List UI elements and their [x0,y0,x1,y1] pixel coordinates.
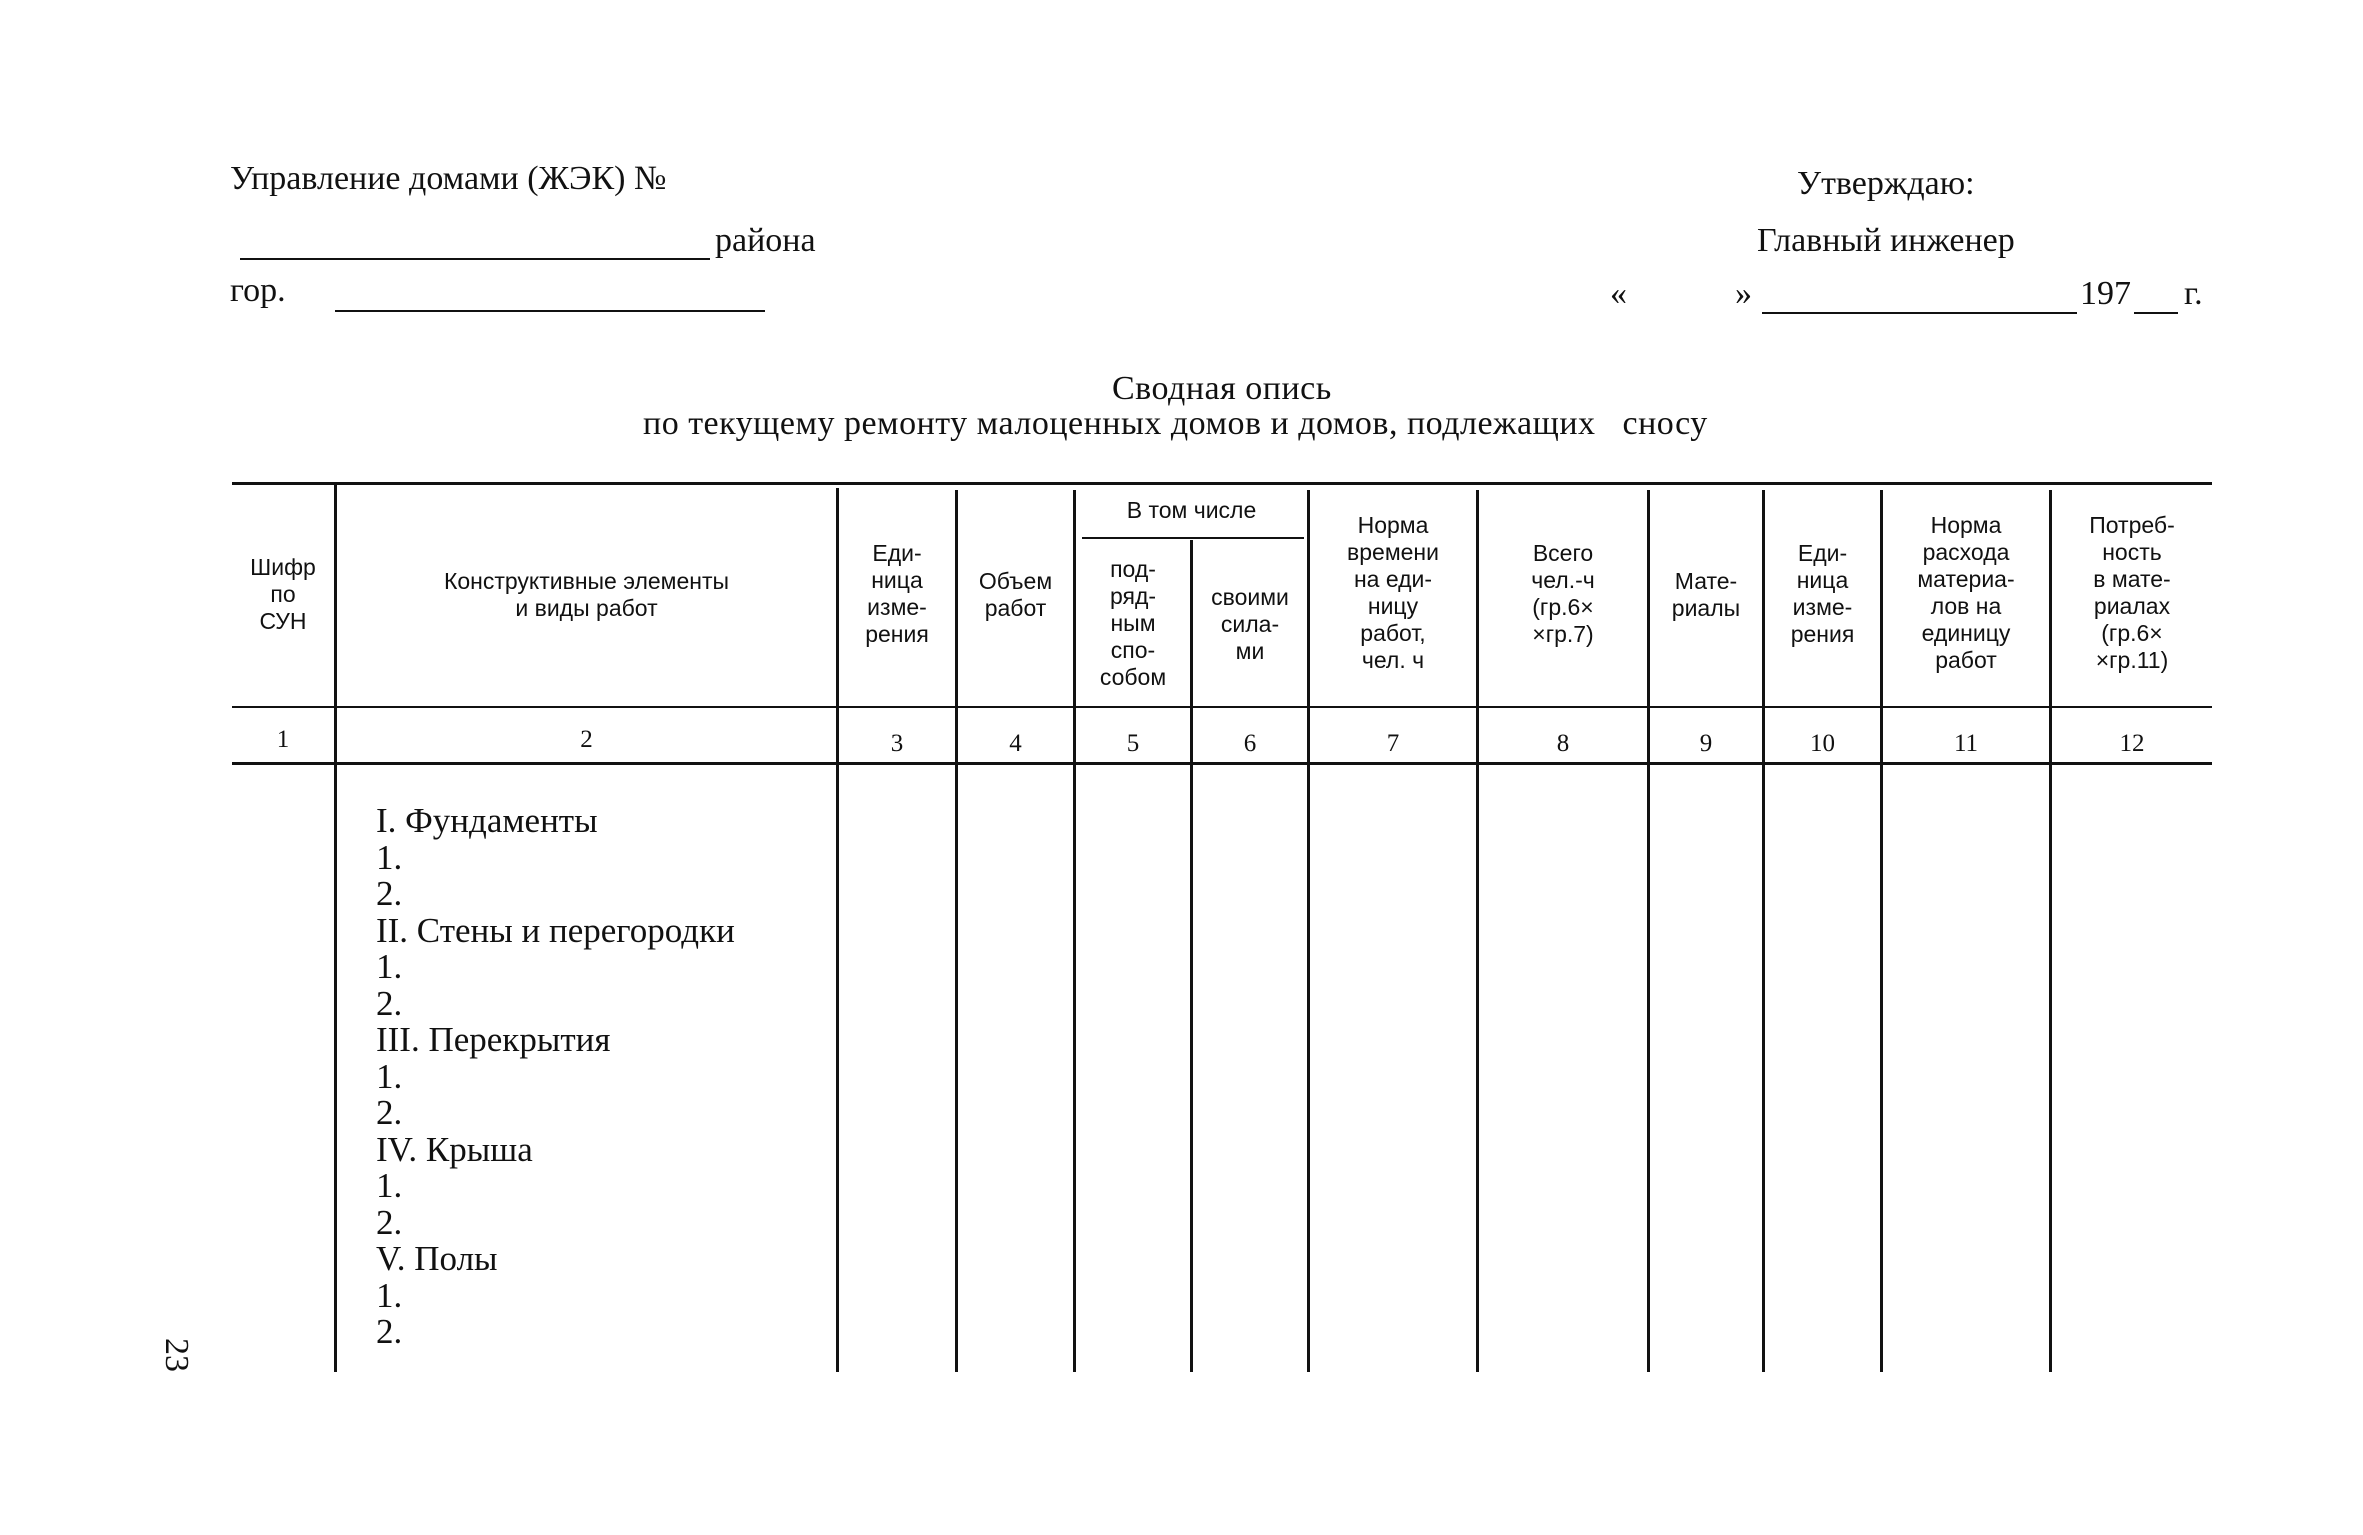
col-header-1 [232,554,334,635]
col-header-5-line: спо- [1110,637,1156,663]
group-header-in-that-number: В том числе [1126,497,1257,523]
col-header-12-line: риалах [2093,593,2171,619]
col-header-5-line: ряд- [1109,583,1157,609]
col-header-7-line: на еди- [1353,566,1433,592]
year-prefix: 197 [2080,275,2131,312]
col-header-7-line: чел. ч [1361,647,1425,673]
col-header-2-line: Конструктивные элементы [443,568,730,594]
table-top-rule [232,482,2212,485]
list-item: 2. [376,1312,403,1351]
col-divider-3 [955,490,958,1372]
list-item: 2. [376,983,403,1023]
col-header-5-line: ным [1110,610,1156,636]
list-item: 1. [376,1275,403,1315]
col-number-12: 12 [2119,730,2145,757]
col-header-5 [1076,556,1190,691]
col-header-11-line: материа- [1917,566,2015,592]
col-header-4-line: работ [984,595,1047,621]
col-header-6-line: своими [1211,584,1289,610]
city-label: гор. [230,272,286,309]
col-header-11-line: расхода [1922,539,2010,565]
document-title: Сводная опись [1112,370,1332,407]
section-foundations: I. Фундаменты [376,801,598,840]
list-item: 1. [376,837,403,877]
col-header-12-line: Потреб- [2089,512,2175,538]
col-header-12-line: ×гр.11) [2095,647,2169,673]
col-header-11-line: единицу [1921,620,2011,646]
col-divider-8 [1647,490,1650,1372]
col-header-11 [1883,512,2049,674]
col-header-3-line: рения [865,621,929,647]
col-header-1-line: Шифр [250,554,316,580]
col-header-10-line: ница [1796,567,1849,593]
list-item: 2. [376,1202,403,1242]
col-header-9-line: риалы [1671,595,1741,621]
table-header-rule [232,706,2212,708]
col-header-3 [839,540,955,648]
col-header-10 [1765,540,1880,648]
col-header-8-line: ×гр.7) [1532,621,1594,647]
date-close-quote: » [1735,275,1752,312]
col-header-1-line: СУН [259,608,307,634]
housing-office-label: Управление домами (ЖЭК) № [230,160,667,197]
col-header-11-line: Норма [1930,512,2002,538]
page-number: 23 [158,1338,195,1372]
col-header-10-line: рения [1790,621,1855,647]
col-header-11-line: лов на [1930,593,2002,619]
list-item: 1. [376,947,403,986]
city-blank-line [335,310,765,312]
district-label: района [715,222,816,259]
col-header-8 [1479,540,1647,648]
col-header-8-line: Всего [1532,540,1594,566]
col-number-8: 8 [1556,730,1570,757]
col-header-4 [958,568,1073,622]
district-blank-line [240,258,710,260]
col-header-7-line: работ, [1360,620,1426,646]
col-header-4-line: Объем [978,568,1053,594]
col-header-9-line: Мате- [1674,568,1738,594]
col-header-3-line: ница [871,567,923,593]
col-header-2-line: и виды работ [515,595,658,621]
col-number-1: 1 [276,726,290,753]
col-header-5-line: собом [1099,664,1167,690]
col-header-6 [1193,584,1307,665]
section-walls: II. Стены и перегородки [376,910,735,950]
col-header-11-line: работ [1935,647,1997,673]
table-number-rule [232,762,2212,765]
col-number-9: 9 [1699,730,1713,757]
col-header-12-line: (гр.6× [2101,620,2163,646]
col-number-5: 5 [1126,730,1140,757]
date-blank-line [1762,312,2077,314]
col-header-8-line: (гр.6× [1532,594,1594,620]
col-number-7: 7 [1386,730,1400,757]
col-header-12-line: в мате- [2093,566,2171,592]
year-suffix: г. [2184,275,2203,312]
section-roof: IV. Крыша [376,1129,533,1169]
col-header-9 [1650,568,1762,622]
col-header-7 [1310,512,1476,674]
col-header-3-line: изме- [867,594,927,620]
document-subtitle: по текущему ремонту малоценных домов и домов, подлежащих сносу [643,405,1708,442]
col-header-12-line: ность [2102,539,2162,565]
col-number-2: 2 [580,726,593,753]
col-header-3-line: Еди- [872,540,922,566]
approve-label: Утверждаю: [1797,165,1975,202]
col-number-4: 4 [1009,730,1022,757]
col-number-10: 10 [1810,730,1835,757]
col-header-7-line: времени [1347,539,1439,565]
col-header-8-line: чел.-ч [1531,567,1595,593]
col-number-6: 6 [1243,730,1257,757]
col-header-12 [2052,512,2212,674]
section-floors-ceilings: III. Перекрытия [376,1020,611,1059]
col-header-6-line: ми [1235,638,1265,664]
col-header-7-line: Норма [1357,512,1429,538]
col-header-10-line: изме- [1792,594,1853,620]
list-item: 1. [376,1166,403,1205]
section-floors: V. Полы [376,1239,498,1278]
col-number-3: 3 [890,730,904,757]
chief-engineer-label: Главный инженер [1757,222,2015,259]
col-header-6-line: сила- [1220,611,1280,637]
list-item: 1. [376,1056,403,1096]
col-header-5-line: под- [1110,556,1156,582]
list-item: 2. [376,1093,403,1132]
col-header-2 [337,568,836,622]
col-number-11: 11 [1953,730,1979,757]
work-items-list [376,803,735,1351]
list-item: 2. [376,874,403,913]
col-header-7-line: ницу [1367,593,1419,619]
group-header-rule [1082,537,1304,539]
date-open-quote: « [1610,275,1627,312]
col-header-10-line: Еди- [1797,540,1848,566]
col-header-1-line: по [270,581,296,607]
year-blank-line [2134,312,2178,314]
